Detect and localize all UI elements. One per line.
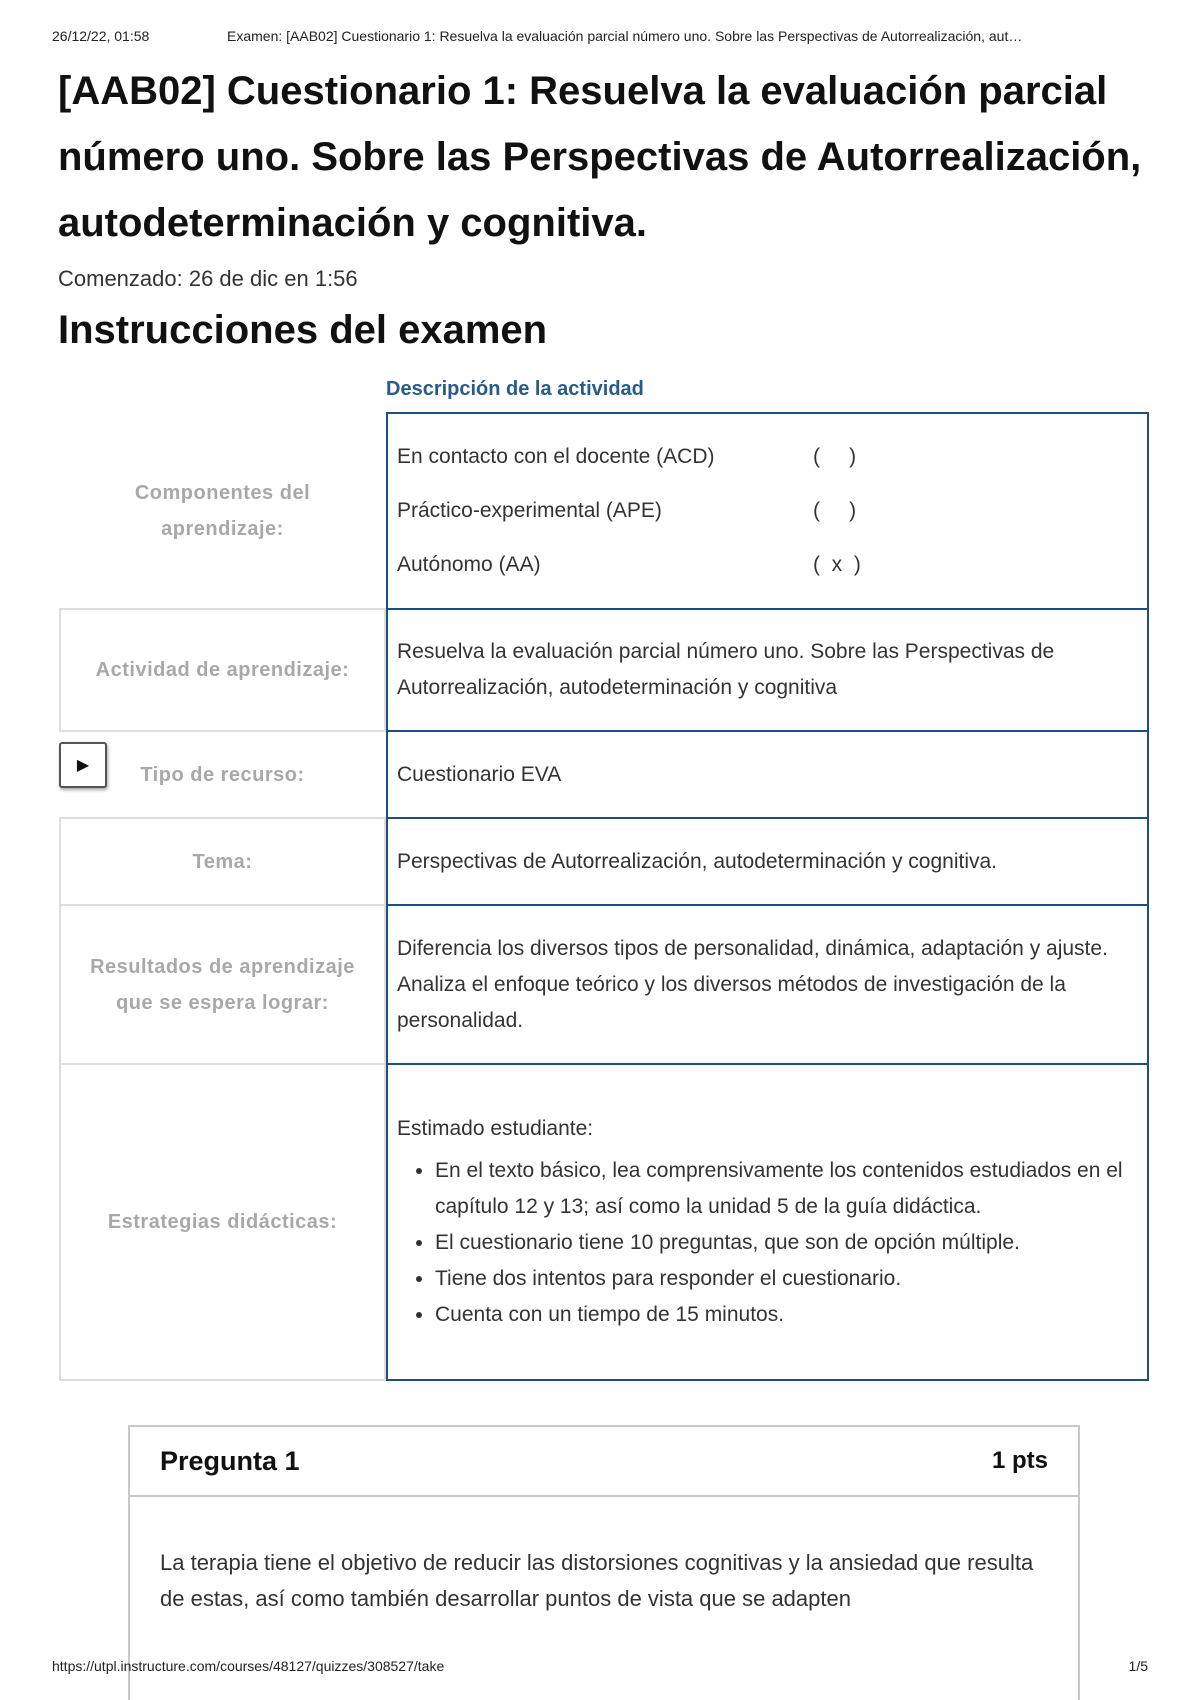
recurso-value: Cuestionario EVA — [386, 730, 1149, 819]
question-text: La terapia tiene el objetivo de reducir las distorsiones cognitivas y la ansiedad que resulta de estas, así como también desarrollar puntos de vista que se adapten — [160, 1550, 1034, 1611]
component-name: En contacto con el docente (ACD) — [397, 445, 715, 468]
component-mark: ( ) — [813, 499, 857, 522]
actividad-label: Actividad de aprendizaje: — [59, 608, 386, 732]
print-footer — [52, 1658, 1148, 1674]
row-resultados — [59, 904, 1149, 1065]
component-item — [397, 430, 1135, 484]
row-estrategias — [59, 1063, 1149, 1381]
component-name: Autónomo (AA) — [397, 553, 541, 576]
estrategias-list — [397, 1153, 1135, 1333]
print-header — [52, 28, 1148, 44]
component-item — [397, 538, 1135, 592]
row-recurso — [59, 730, 1149, 819]
list-item: • Cuenta con un tiempo de 15 minutos. — [435, 1297, 1135, 1333]
list-item: • El cuestionario tiene 10 preguntas, que son de opción múltiple. — [435, 1225, 1135, 1261]
row-componentes — [59, 412, 1149, 610]
resultados-value: Diferencia los diversos tipos de personalidad, dinámica, adaptación y ajuste. Analiza el enfoque teórico y los diversos métodos de investigación de la personalidad. — [386, 904, 1149, 1065]
component-name: Práctico-experimental (APE) — [397, 499, 662, 522]
componentes-value — [386, 412, 1149, 610]
componentes-label: Componentes del aprendizaje: — [134, 482, 311, 540]
print-url: https://utpl.instructure.com/courses/48127/quizzes/308527/take — [52, 1658, 445, 1674]
print-date: 26/12/22, 01:58 — [52, 28, 150, 44]
recurso-label-cell — [59, 730, 386, 819]
started-timestamp: Comenzado: 26 de dic en 1:56 — [58, 266, 358, 291]
component-mark: ( ) — [813, 445, 857, 468]
tema-label: Tema: — [59, 817, 386, 906]
estrategias-intro: Estimado estudiante: — [397, 1117, 594, 1140]
question-header — [130, 1427, 1078, 1497]
play-button[interactable] — [59, 742, 107, 788]
actividad-value: Resuelva la evaluación parcial número uno. Sobre las Perspectivas de Autorrealización, autodeterminación y cognitiva — [386, 608, 1149, 732]
print-page-title: Examen: [AAB02] Cuestionario 1: Resuelva la evaluación parcial número uno. Sobre las Perspectivas de Autorrealización, aut… — [227, 28, 1023, 44]
row-tema — [59, 817, 1149, 906]
instructions-heading: Instrucciones del examen — [58, 308, 548, 352]
component-mark: ( x ) — [813, 553, 861, 576]
tema-value: Perspectivas de Autorrealización, autodeterminación y cognitiva. — [386, 817, 1149, 906]
question-points: 1 pts — [991, 1447, 1048, 1474]
play-icon: ▶ — [76, 757, 90, 774]
list-item: • En el texto básico, lea comprensivamente los contenidos estudiados en el capítulo 12 y 13; así como la unidad 5 de la guía didáctica. — [435, 1153, 1135, 1225]
estrategias-label: Estrategias didácticas: — [59, 1063, 386, 1381]
list-item: • Tiene dos intentos para responder el cuestionario. — [435, 1261, 1135, 1297]
print-page-number: 1/5 — [1128, 1658, 1148, 1674]
estrategias-value — [386, 1063, 1149, 1381]
recurso-label: Tipo de recurso: — [140, 763, 305, 786]
question-number: Pregunta 1 — [160, 1445, 300, 1476]
table-caption: Descripción de la actividad — [386, 378, 644, 400]
resultados-label: Resultados de aprendizaje que se espera lograr: — [59, 904, 386, 1065]
quiz-title: [AAB02] Cuestionario 1: Resuelva la evaluación parcial número uno. Sobre las Perspectivas de Autorrealización, autodeterminación y cognitiva. — [58, 69, 1142, 245]
component-item — [397, 484, 1135, 538]
row-actividad — [59, 608, 1149, 732]
